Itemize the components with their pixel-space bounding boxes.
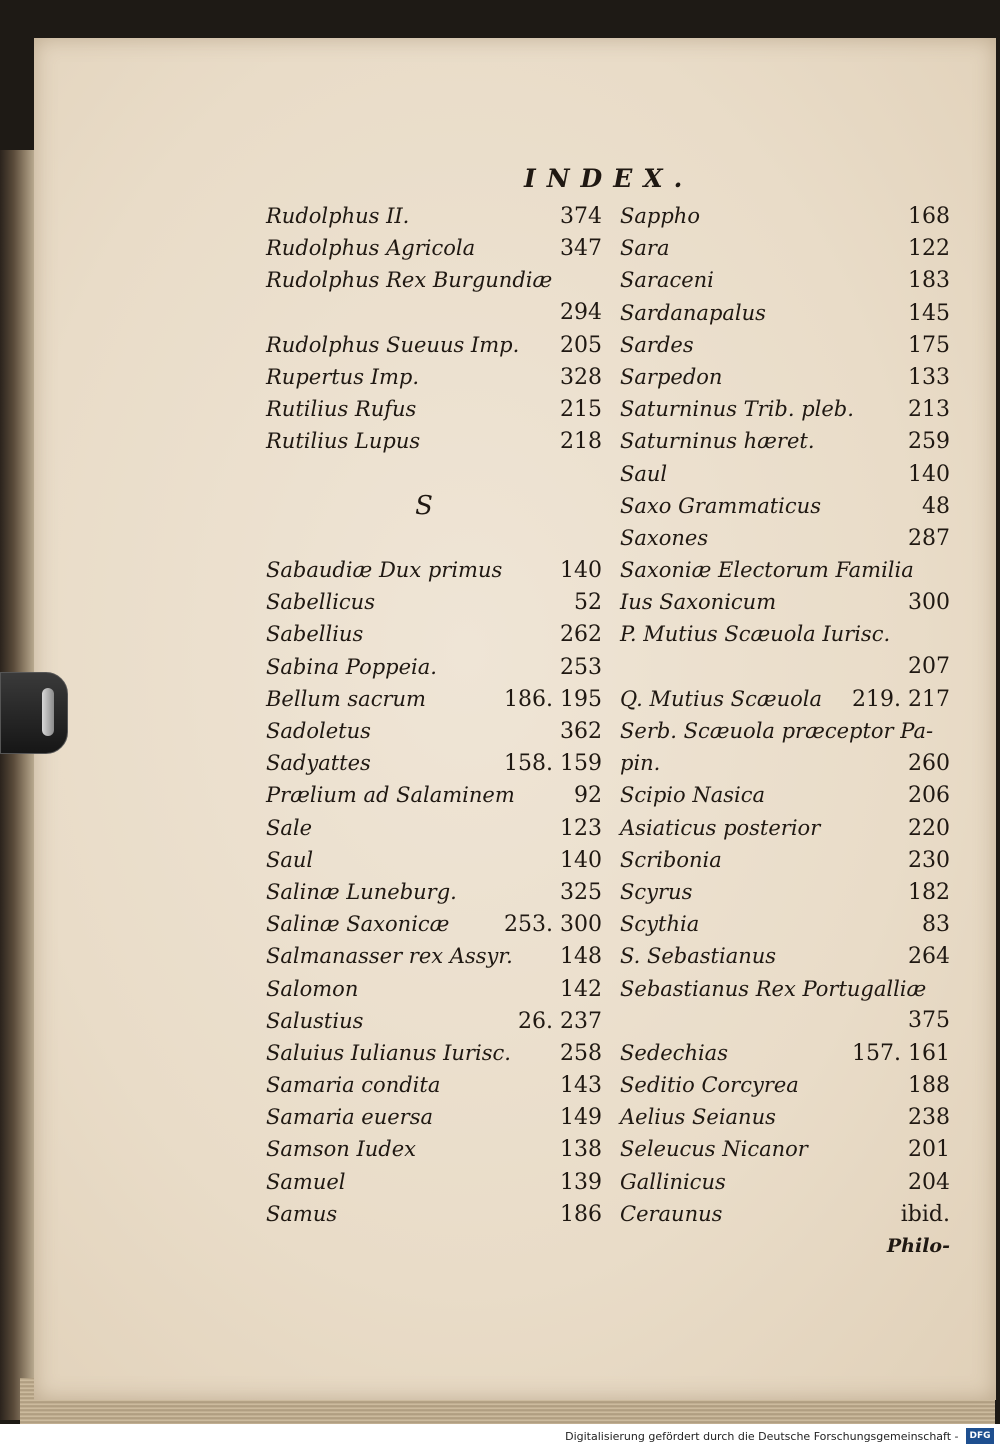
entry-page: 204	[908, 1169, 950, 1195]
index-entry	[620, 973, 950, 1005]
entry-name: Sale	[266, 815, 313, 840]
entry-name: Samuel	[266, 1169, 346, 1194]
page-clip-shine	[42, 688, 54, 736]
entry-name: Saraceni	[620, 268, 714, 293]
index-entry	[266, 876, 602, 908]
entry-page: 260	[908, 751, 950, 777]
entry-page: 362	[560, 719, 602, 744]
book-left-edge	[0, 150, 34, 1420]
entry-page: 215	[560, 397, 602, 423]
index-entry	[620, 844, 950, 876]
entry-name: Serb. Scæuola præceptor Pa-	[620, 719, 934, 743]
index-entry	[620, 1133, 950, 1165]
entry-page: 83	[922, 912, 950, 938]
index-entry	[620, 651, 950, 683]
entry-page: 142	[560, 976, 602, 1002]
entry-page: 259	[908, 429, 950, 455]
entry-name: Salustius	[266, 1008, 364, 1033]
index-entry	[620, 683, 950, 715]
index-entry	[620, 554, 950, 586]
entry-name: Saxo Grammaticus	[620, 493, 821, 518]
entry-page: 157. 161	[852, 1040, 950, 1066]
index-entry	[266, 1005, 602, 1037]
entry-name: Gallinicus	[620, 1169, 726, 1194]
entry-page: 175	[908, 332, 950, 358]
catchword: Philo-	[886, 1235, 950, 1257]
index-entry	[266, 715, 602, 747]
index-entry	[620, 779, 950, 811]
index-column-left	[266, 200, 602, 1230]
entry-name: Sabellius	[266, 622, 364, 647]
entry-name: Salinæ Luneburg.	[266, 879, 457, 904]
index-entry	[266, 940, 602, 972]
entry-name: S. Sebastianus	[620, 944, 777, 969]
entry-page: 143	[560, 1073, 602, 1099]
entry-page: 230	[908, 847, 950, 873]
index-entry	[266, 812, 602, 844]
entry-page: 148	[560, 944, 602, 970]
index-entry	[620, 876, 950, 908]
footer-bar	[0, 1424, 1000, 1449]
entry-name: Samaria condita	[266, 1073, 441, 1098]
entry-page: 201	[908, 1137, 950, 1163]
entry-page: 145	[908, 300, 950, 326]
entry-name: Aelius Seianus	[620, 1105, 776, 1130]
page-clip	[0, 672, 68, 754]
index-entry	[620, 329, 950, 361]
entry-page: 325	[560, 879, 602, 905]
entry-page: 347	[560, 236, 602, 262]
index-entry	[266, 329, 602, 361]
entry-name: Sappho	[620, 204, 700, 228]
entry-name: Saturninus Trib. pleb.	[620, 397, 854, 422]
entry-page: 123	[560, 815, 602, 841]
entry-name: Rudolphus Sueuus Imp.	[266, 332, 520, 357]
footer-text: Digitalisierung gefördert durch die Deutsche Forschungsgemeinschaft -	[565, 1430, 959, 1443]
index-entry	[620, 940, 950, 972]
entry-name: Saul	[266, 847, 314, 872]
entry-name: Seditio Corcyrea	[620, 1073, 799, 1098]
index-entry	[620, 458, 950, 490]
dfg-logo: DFG	[966, 1428, 994, 1444]
entry-page: 140	[908, 461, 950, 487]
entry-name: Samus	[266, 1201, 338, 1226]
entry-name: Sabellicus	[266, 590, 375, 615]
entry-page: 92	[574, 783, 602, 809]
entry-name: Saturninus hæret.	[620, 429, 815, 454]
index-entry	[620, 1101, 950, 1133]
entry-name: Q. Mutius Scæuola	[620, 686, 822, 711]
entry-name: Sedechias	[620, 1040, 728, 1065]
index-entry	[266, 618, 602, 650]
index-entry	[620, 361, 950, 393]
entry-page: 328	[560, 364, 602, 390]
entry-name: Seleucus Nicanor	[620, 1137, 808, 1162]
entry-name: Sara	[620, 236, 670, 261]
index-column-right	[620, 200, 950, 1262]
entry-name: Rutilius Lupus	[266, 429, 421, 454]
index-entry	[266, 458, 602, 490]
entry-name: Sabaudiæ Dux primus	[266, 558, 503, 583]
index-entry	[266, 683, 602, 715]
index-entry	[266, 779, 602, 811]
index-entry	[620, 1005, 950, 1037]
entry-name: Rudolphus Rex Burgundiæ	[266, 268, 553, 293]
entry-page: 219. 217	[852, 686, 950, 712]
entry-page: 140	[560, 558, 602, 584]
entry-name: Rupertus Imp.	[266, 364, 419, 389]
entry-page: 253	[560, 654, 602, 680]
index-entry	[266, 232, 602, 264]
index-entry	[620, 490, 950, 522]
index-entry	[266, 1069, 602, 1101]
entry-name: Asiaticus posterior	[620, 815, 821, 840]
entry-page: 138	[560, 1137, 602, 1163]
entry-page: 253. 300	[504, 912, 602, 938]
entry-page: 186	[560, 1201, 602, 1227]
entry-page: 182	[908, 879, 950, 905]
running-head: INDEX.	[524, 164, 694, 193]
index-entry	[620, 522, 950, 554]
entry-name: Sarpedon	[620, 364, 723, 389]
entry-name: Scyrus	[620, 879, 693, 904]
entry-page: 205	[560, 332, 602, 358]
entry-name: Scipio Nasica	[620, 783, 766, 808]
entry-name: pin.	[620, 751, 661, 776]
section-letter: S	[415, 490, 433, 521]
entry-name: Bellum sacrum	[266, 686, 426, 711]
entry-page: 52	[574, 590, 602, 616]
entry-name: Scribonia	[620, 847, 722, 872]
index-entry	[620, 264, 950, 296]
entry-page: 207	[908, 653, 950, 679]
index-entry	[266, 522, 602, 554]
entry-page: 158. 159	[504, 751, 602, 777]
entry-page: 375	[908, 1007, 950, 1033]
index-entry	[620, 618, 950, 650]
entry-page: 287	[908, 525, 950, 551]
entry-page: ibid.	[900, 1201, 950, 1227]
index-entry	[266, 973, 602, 1005]
index-entry	[620, 200, 950, 232]
entry-page: 140	[560, 847, 602, 873]
entry-name: Salinæ Saxonicæ	[266, 912, 450, 937]
entry-page: 168	[908, 204, 950, 229]
index-entry	[266, 1037, 602, 1069]
index-entry	[266, 1166, 602, 1198]
entry-page: 218	[560, 429, 602, 455]
entry-page: 188	[908, 1073, 950, 1099]
index-entry	[266, 908, 602, 940]
entry-page: 149	[560, 1105, 602, 1131]
index-entry	[620, 1198, 950, 1230]
entry-name: Rutilius Rufus	[266, 397, 417, 422]
entry-page: 206	[908, 783, 950, 809]
entry-page: 186. 195	[504, 686, 602, 712]
index-entry	[266, 1101, 602, 1133]
entry-name: Salomon	[266, 976, 359, 1001]
entry-name: Saluius Iulianus Iurisc.	[266, 1040, 511, 1065]
index-entry	[620, 1037, 950, 1069]
entry-name: Saxoniæ Electorum Familia	[620, 558, 914, 583]
index-entry	[620, 586, 950, 618]
index-entry	[620, 393, 950, 425]
entry-name: Saxones	[620, 525, 709, 550]
index-entry	[620, 1166, 950, 1198]
entry-name: Rudolphus II.	[266, 204, 410, 228]
entry-page: 133	[908, 364, 950, 390]
entry-page: 262	[560, 622, 602, 648]
index-entry	[620, 1230, 950, 1262]
book-page	[34, 38, 996, 1400]
entry-name: Samaria euersa	[266, 1105, 434, 1130]
index-entry	[266, 747, 602, 779]
entry-name: Rudolphus Agricola	[266, 236, 476, 261]
entry-page: 220	[908, 815, 950, 841]
entry-page: 374	[560, 204, 602, 229]
index-entry	[266, 393, 602, 425]
entry-page: 26. 237	[518, 1008, 602, 1034]
entry-name: Sadyattes	[266, 751, 371, 776]
entry-page: 258	[560, 1040, 602, 1066]
index-entry	[266, 200, 602, 232]
entry-page: 139	[560, 1169, 602, 1195]
entry-page: 294	[560, 299, 602, 325]
index-entry	[266, 425, 602, 457]
index-entry	[620, 715, 950, 747]
entry-name: Saul	[620, 461, 668, 486]
index-entry	[620, 232, 950, 264]
entry-name: Samson Iudex	[266, 1137, 416, 1162]
index-entry	[620, 1069, 950, 1101]
index-entry	[620, 747, 950, 779]
entry-name: P. Mutius Scæuola Iurisc.	[620, 622, 891, 647]
entry-page: 48	[922, 493, 950, 519]
entry-name: Ius Saxonicum	[620, 590, 777, 615]
entry-name: Scythia	[620, 912, 700, 937]
entry-page: 183	[908, 268, 950, 294]
entry-name: Prælium ad Salaminem	[266, 783, 515, 808]
index-entry	[620, 908, 950, 940]
entry-name: Ceraunus	[620, 1201, 723, 1226]
index-entry	[266, 1133, 602, 1165]
entry-page: 238	[908, 1105, 950, 1131]
entry-page: 300	[908, 590, 950, 616]
index-entry	[266, 361, 602, 393]
entry-name: Sebastianus Rex Portugalliæ	[620, 976, 927, 1001]
index-entry	[620, 812, 950, 844]
index-entry	[266, 651, 602, 683]
index-entry	[266, 586, 602, 618]
index-entry	[266, 490, 602, 522]
index-entry	[620, 425, 950, 457]
entry-name: Sardanapalus	[620, 300, 766, 325]
entry-page: 122	[908, 236, 950, 262]
index-entry	[266, 844, 602, 876]
index-entry	[266, 554, 602, 586]
index-entry	[266, 1198, 602, 1230]
entry-name: Sabina Poppeia.	[266, 654, 437, 679]
entry-name: Salmanasser rex Assyr.	[266, 944, 513, 969]
entry-name: Sadoletus	[266, 719, 371, 743]
entry-page: 264	[908, 944, 950, 970]
index-entry	[620, 297, 950, 329]
index-entry	[266, 264, 602, 296]
entry-name: Sardes	[620, 332, 694, 357]
entry-page: 213	[908, 397, 950, 423]
index-entry	[266, 297, 602, 329]
